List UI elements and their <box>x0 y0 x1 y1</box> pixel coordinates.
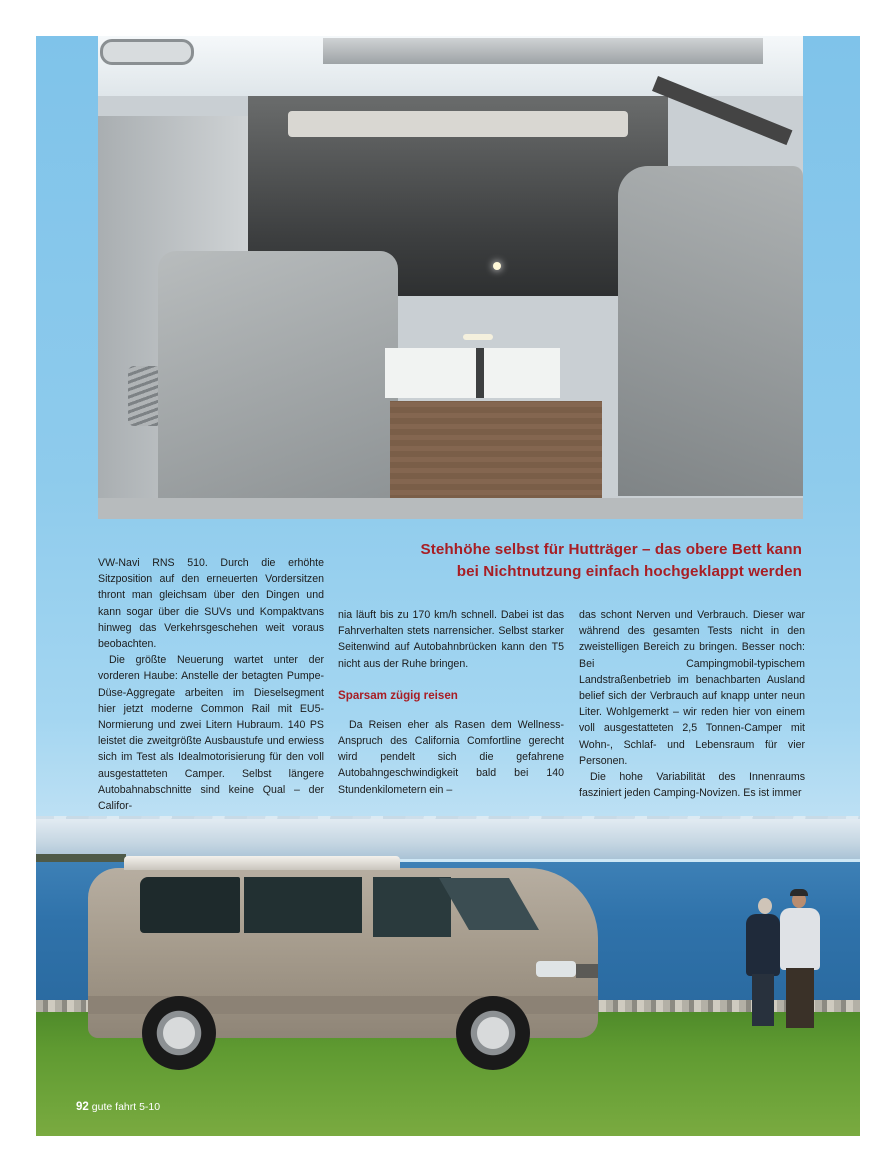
paragraph: Da Reisen eher als Rasen dem Wellness-Anspruch des California Comfortline gerecht wird pendelt sich die gefahrene Autobahngeschwindigkeit bald bei 140 Stundenkilometern ein – <box>338 718 564 796</box>
section-subhead: Sparsam zügig reisen <box>338 688 458 702</box>
page-folio <box>76 1101 160 1113</box>
paragraph: nia läuft bis zu 170 km/h schnell. Dabei ist das Fahrverhalten stets narrensicher. Selbst starker Seitenwind auf Autobahnbrücken kann den T5 nicht aus der Ruhe bringen. <box>338 609 564 670</box>
van-window <box>244 877 362 933</box>
van-wheel <box>142 996 216 1070</box>
person-head <box>758 898 772 914</box>
van-window <box>140 877 240 933</box>
rear-window <box>385 348 560 398</box>
interior-photo <box>98 36 803 519</box>
caption-line-1: Stehhöhe selbst für Hutträger – das obere Bett kann <box>420 541 802 558</box>
text-column-1 <box>98 555 324 814</box>
paragraph: Die hohe Variabilität des Innenraums fasziniert jeden Camping-Novizen. Es ist immer <box>579 771 805 800</box>
van-pop-top <box>124 856 400 870</box>
person-man <box>780 908 820 970</box>
text-column-2 <box>338 607 564 798</box>
person-cap <box>790 889 808 896</box>
magazine-page <box>36 36 860 1136</box>
paragraph: VW-Navi RNS 510. Durch die erhöhte Sitzposition auf den erneuerten Vordersitzen thront man gleichsam über den Dingen und kann sogar über die SUVs und Kompaktvans hinweg das Verkehrsgeschehen weit voraus beobachten. <box>98 557 324 651</box>
swivel-seat <box>618 166 803 496</box>
van-wheel <box>456 996 530 1070</box>
text-column-3 <box>579 607 805 801</box>
person-legs <box>786 968 814 1028</box>
interior-light <box>463 334 493 340</box>
van-grille <box>576 964 598 978</box>
page-number: 92 <box>76 1101 89 1113</box>
wooden-cabinet <box>390 401 602 501</box>
photo-caption <box>362 539 802 583</box>
ceiling-lamp <box>493 262 501 270</box>
roof-trim <box>288 111 628 137</box>
person-woman <box>746 914 780 976</box>
van-headlight <box>536 961 576 977</box>
pop-up-roof-edge <box>323 38 763 64</box>
van-door-window <box>373 877 451 937</box>
roof-handle <box>100 39 194 65</box>
publication-name: gute fahrt 5-10 <box>91 1101 161 1113</box>
caption-line-2: bei Nichtnutzung einfach hochgeklappt werden <box>456 563 802 580</box>
folded-bed-board <box>158 251 398 501</box>
paragraph: das schont Nerven und Verbrauch. Dieser war während des gesamten Tests nicht in den zweistelligen Bereich zu bringen. Besser noch: Bei Campingmobil-typischem Landstraßenbetrieb im benachbarten Ausland belief sich der Verbrauch auf knapp unter neun Liter. Wohlgemerkt – wir reden hier von einem voll ausgestatteten 2,5 Tonnen-Camper mit Wohn-, Schlaf- und Lebensraum für vier Personen. <box>579 609 805 767</box>
horizon-haze <box>36 819 860 859</box>
person-legs <box>752 974 774 1026</box>
window-divider <box>476 348 484 398</box>
photo-floor <box>98 498 803 519</box>
paragraph: Die größte Neuerung wartet unter der vorderen Haube: Anstelle der betagten Pumpe-Düse-Aggregate arbeiten im Dieselsegment hier jetzt moderne Common Rail mit EU5-Normierung und zwei Litern Hubraum. 140 PS leistet die zweitgrößte Ausbaustufe und erwiess sich im Test als Idealmotorisierung für den voll ausgestatteten Camper. Selbst längere Autobahnabschnitte sind keine Qual – der Califor- <box>98 654 324 813</box>
